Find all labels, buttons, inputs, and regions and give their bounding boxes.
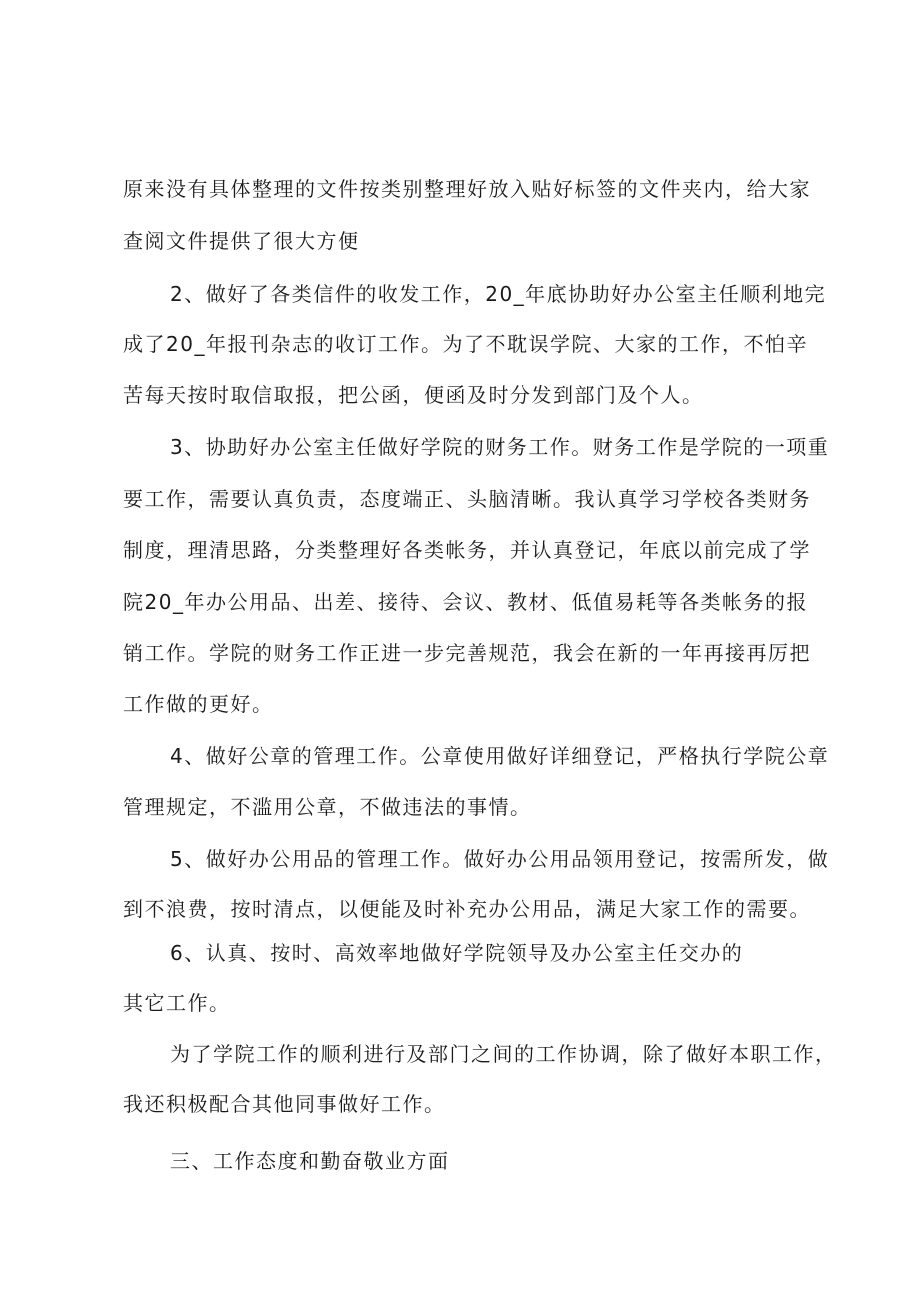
text-line: 其它工作。: [123, 991, 231, 1015]
text-line: 销工作。学院的财务工作正进一步完善规范，我会在新的一年再接再厉把: [123, 641, 811, 665]
text-line: 为了学院工作的顺利进行及部门之间的工作协调，除了做好本职工作，: [170, 1042, 837, 1066]
text-line: 成了20_年报刊杂志的收订工作。为了不耽误学院、大家的工作，不怕辛: [123, 332, 808, 356]
text-line: 5、做好办公用品的管理工作。做好办公用品领用登记，按需所发，做: [170, 847, 830, 871]
text-line: 工作做的更好。: [123, 692, 274, 716]
text-line: 苦每天按时取信取报，把公函，便函及时分发到部门及个人。: [123, 383, 704, 407]
text-line: 原来没有具体整理的文件按类别整理好放入贴好标签的文件夹内，给大家: [123, 177, 811, 201]
text-line: 查阅文件提供了很大方便: [123, 229, 360, 253]
text-line: 管理规定，不滥用公章，不做违法的事情。: [123, 795, 532, 819]
text-line: 我还积极配合其他同事做好工作。: [123, 1092, 446, 1116]
text-line: 到不浪费，按时清点，以便能及时补充办公用品，满足大家工作的需要。: [123, 897, 811, 921]
section-heading: 三、工作态度和勤奋敬业方面: [170, 1149, 450, 1173]
text-line: 2、做好了各类信件的收发工作，20_年底协助好办公室主任顺利地完: [170, 282, 827, 306]
text-line: 制度，理清思路，分类整理好各类帐务，并认真登记，年底以前完成了学: [123, 538, 811, 562]
text-line: 6、认真、按时、高效率地做好学院领导及办公室主任交办的: [170, 941, 744, 965]
text-line: 4、做好公章的管理工作。公章使用做好详细登记，严格执行学院公章: [170, 744, 830, 768]
text-line: 要工作，需要认真负责，态度端正、头脑清晰。我认真学习学校各类财务: [123, 487, 811, 511]
text-line: 3、协助好办公室主任做好学院的财务工作。财务工作是学院的一项重: [170, 435, 830, 459]
text-line: 院20_年办公用品、出差、接待、会议、教材、低值易耗等各类帐务的报: [123, 590, 808, 614]
